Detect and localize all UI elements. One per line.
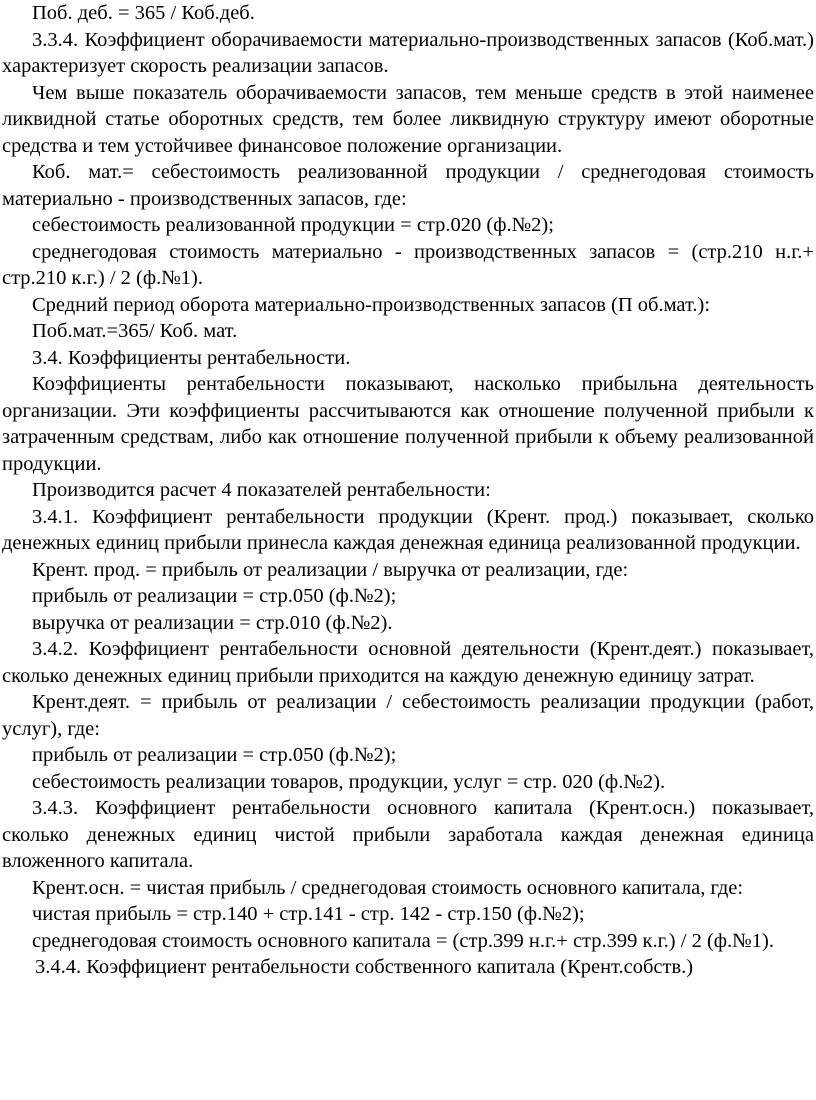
paragraph-net-profit-line: чистая прибыль = стр.140 + стр.141 - стр. 142 - стр.150 (ф.№2); — [32, 903, 585, 925]
paragraph-section-3-3-4: 3.3.4. Коэффициент оборачиваемости материально-производственных запасов (Коб.мат.) характеризует скорость реализации запасов. — [2, 28, 814, 77]
paragraph-turnover-explanation: Чем выше показатель оборачиваемости запасов, тем меньше средств в этой наименее ликвидной статье оборотных средств, тем более ликвидную структуру имеют оборотные средства и тем устойчивее финансовое положение организации. — [2, 81, 814, 157]
paragraph-sales-profit-line-2: прибыль от реализации = стр.050 (ф.№2); — [32, 744, 397, 766]
paragraph-section-3-4-4: 3.4.4. Коэффициент рентабельности собственного капитала (Крент.собств.) — [35, 956, 694, 978]
paragraph-profitability-intro: Коэффициенты рентабельности показывают, насколько прибыльна деятельность организации. Эти коэффициенты рассчитываются как отношение полученной прибыли к затраченным средствам, либо как отношение полученной прибыли к объему реализованной продукции. — [2, 373, 814, 475]
paragraph-krent-deyat-formula: Крент.деят. = прибыль от реализации / себестоимость реализации продукции (работ, услуг), где: — [2, 691, 814, 740]
paragraph-average-inventory: среднегодовая стоимость материально - производственных запасов = (стр.210 н.г.+ стр.210 к.г.) / 2 (ф.№1). — [2, 240, 814, 289]
document-page — [2, 0, 814, 981]
paragraph-four-indicators: Производится расчет 4 показателей рентабельности: — [32, 479, 491, 501]
paragraph-average-period: Средний период оборота материально-производственных запасов (П об.мат.): — [32, 293, 711, 316]
paragraph-section-3-4-1: 3.4.1. Коэффициент рентабельности продукции (Крент. прод.) показывает, сколько денежных единиц прибыли принесла каждая денежная единица реализованной продукции. — [2, 505, 814, 554]
paragraph-kob-mat-formula: Коб. мат.= себестоимость реализованной продукции / среднегодовая стоимость материально - производственных запасов, где: — [2, 161, 814, 210]
paragraph-krent-osn-formula: Крент.осн. = чистая прибыль / среднегодовая стоимость основного капитала, где: — [32, 876, 744, 899]
paragraph-cost-line: себестоимость реализованной продукции = стр.020 (ф.№2); — [32, 214, 554, 236]
paragraph-pob-deb-formula: Поб. деб. = 365 / Коб.деб. — [32, 2, 255, 24]
paragraph-section-3-4-3: 3.4.3. Коэффициент рентабельности основного капитала (Крент.осн.) показывает, сколько денежных единиц чистой прибыли заработала каждая денежная единица вложенного капитала. — [2, 797, 814, 872]
paragraph-average-capital-line: среднегодовая стоимость основного капитала = (стр.399 н.г.+ стр.399 к.г.) / 2 (ф.№1). — [32, 929, 774, 952]
paragraph-revenue-line: выручка от реализации = стр.010 (ф.№2). — [32, 611, 393, 634]
paragraph-sales-profit-line: прибыль от реализации = стр.050 (ф.№2); — [32, 585, 397, 607]
paragraph-pob-mat-formula: Поб.мат.=365/ Коб. мат. — [32, 320, 238, 342]
paragraph-krent-prod-formula: Крент. прод. = прибыль от реализации / выручка от реализации, где: — [32, 558, 629, 581]
paragraph-section-3-4-2: 3.4.2. Коэффициент рентабельности основной деятельности (Крент.деят.) показывает, сколько денежных единиц прибыли приходится на каждую денежную единицу затрат. — [2, 638, 814, 687]
section-heading-3-4: 3.4. Коэффициенты рентабельности. — [32, 346, 351, 369]
paragraph-cost-of-sales-line: себестоимость реализации товаров, продукции, услуг = стр. 020 (ф.№2). — [32, 770, 666, 793]
